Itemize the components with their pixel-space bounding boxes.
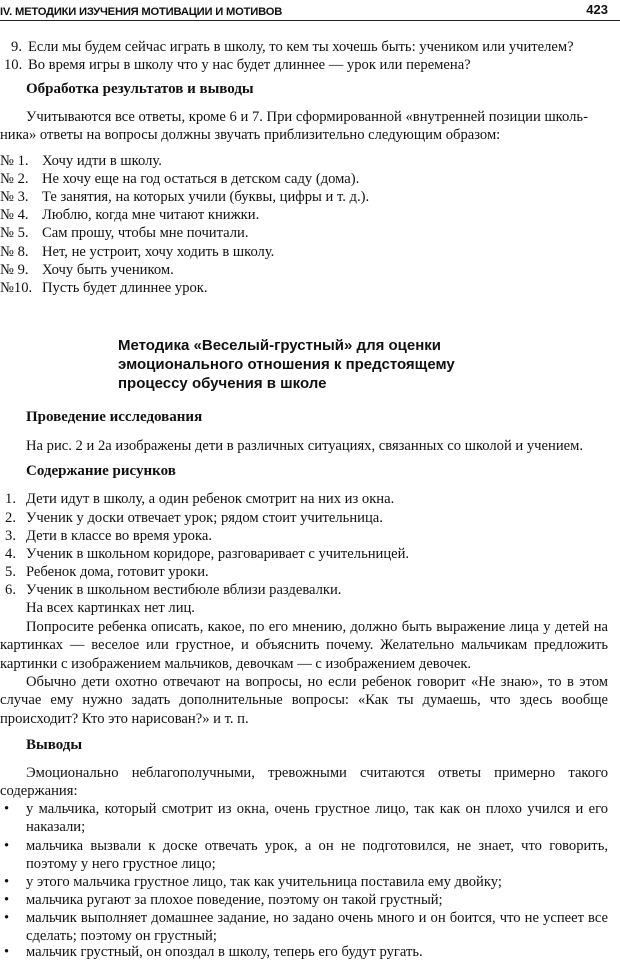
answer-text: Хочу идти в школу. [42, 153, 162, 169]
bullet-icon: • [4, 944, 10, 960]
bullet-text: мальчика ругают за плохое поведение, поэтому он такой грустный; [26, 892, 443, 908]
answer-text: Хочу быть учеником. [42, 262, 174, 278]
picture-number: 3. [5, 528, 16, 544]
answer-text: Люблю, когда мне читают книжки. [42, 207, 260, 223]
answer-text: Не хочу еще на год остаться в детском саду (дома). [42, 171, 360, 187]
picture-text: Ученик у доски отвечает урок; рядом стоит учительница. [26, 510, 383, 526]
bullet-icon: • [4, 838, 10, 854]
answer-text: Те занятия, на которых учили (буквы, цифры и т. д.). [42, 189, 370, 205]
bullet-text: мальчик грустный, он опоздал в школу, теперь его будут ругать. [26, 944, 423, 960]
answer-number: № 9. [0, 262, 29, 278]
picture-text: Дети идут в школу, а один ребенок смотрит на них из окна. [26, 491, 395, 507]
picture-number: 1. [5, 491, 16, 507]
method-title [118, 336, 498, 393]
processing-intro-line: Учитываются все ответы, кроме 6 и 7. При сформированной «внутренней позиции школь- [26, 109, 588, 125]
picture-text: Ученик в школьном коридоре, разговаривает с учительницей. [26, 546, 410, 562]
picture-item [0, 527, 600, 545]
bullet-icon: • [4, 874, 10, 890]
picture-text: Дети в классе во время урока. [26, 528, 212, 544]
answer-number: № 4. [0, 207, 29, 223]
section-heading-conduct: Проведение исследования [26, 409, 203, 425]
question-item [0, 38, 610, 56]
picture-item [0, 490, 600, 508]
picture-number: 2. [5, 510, 16, 526]
picture-number: 4. [5, 546, 16, 562]
picture-item [0, 545, 600, 563]
answer-item [0, 170, 600, 188]
section-heading-conclusions: Выводы [26, 737, 83, 753]
method-title-line: эмоционального отношения к предстоящему [118, 356, 455, 373]
answer-item [0, 152, 600, 170]
answer-item [0, 224, 600, 242]
page-number: 423 [586, 2, 608, 17]
answer-item [0, 188, 600, 206]
question-number: 9. [11, 39, 22, 55]
bullet-icon: • [4, 892, 10, 908]
picture-number: 6. [5, 582, 16, 598]
answer-number: № 1. [0, 153, 29, 169]
chapter-title: IV. МЕТОДИКИ ИЗУЧЕНИЯ МОТИВАЦИИ И МОТИВОВ [0, 6, 283, 18]
bullet-icon: • [4, 801, 10, 817]
instruction-paragraph: Попросите ребенка описать, какое, по его мнению, должно быть выражение лица у детей на картинках — веселое или грустное, и объяснить почему. Желательно мальчикам предложить картинки с изображением мальчиков, девочкам — с изображением девочек. [0, 619, 608, 672]
picture-item [0, 581, 600, 599]
section-heading-pictures: Содержание рисунков [26, 463, 176, 479]
running-header [0, 0, 620, 21]
picture-number: 5. [5, 564, 16, 580]
answer-number: № 8. [0, 244, 29, 260]
extra-questions-paragraph: Обычно дети охотно отвечают на вопросы, но если ребенок говорит «Не знаю», то в этом случае ему нужно задать дополнительные вопросы: «Как ты думаешь, что здесь вообще происходит? Кто это нарисован?» и т. п. [0, 674, 608, 727]
bullet-icon: • [4, 910, 10, 926]
no-faces-note: На всех картинках нет лиц. [26, 600, 195, 616]
answer-item [0, 243, 600, 261]
conduct-text: На рис. 2 и 2а изображены дети в различных ситуациях, связанных со школой и учением. [26, 438, 583, 454]
bullet-text: мальчика вызвали к доске отвечать урок, а он не подготовился, не знает, что говорить, поэтому у него грустное лицо; [26, 838, 608, 873]
answer-number: № 3. [0, 189, 29, 205]
picture-text: Ученик в школьном вестибюле вблизи раздевалки. [26, 582, 342, 598]
picture-text: Ребенок дома, готовит уроки. [26, 564, 209, 580]
answer-text: Нет, не устроит, хочу ходить в школу. [42, 244, 275, 260]
bullet-text: у этого мальчика грустное лицо, так как учительница поставила ему двойку; [26, 874, 502, 890]
answer-number: №10. [0, 280, 33, 296]
answer-number: № 5. [0, 225, 29, 241]
section-heading-processing: Обработка результатов и выводы [26, 81, 254, 97]
answer-item [0, 261, 600, 279]
question-item [0, 56, 610, 74]
answer-text: Сам прошу, чтобы мне почитали. [42, 225, 249, 241]
answer-number: № 2. [0, 171, 29, 187]
answer-item [0, 279, 600, 297]
question-text: Во время игры в школу что у нас будет длиннее — урок или перемена? [28, 57, 471, 73]
bullet-text: у мальчика, который смотрит из окна, очень грустное лицо, так как он плохо учился и его наказали; [26, 801, 608, 836]
picture-item [0, 563, 600, 581]
processing-intro-line: ника» ответы на вопросы должны звучать приблизительно следующим образом: [0, 127, 501, 143]
picture-item [0, 509, 600, 527]
conclusions-intro: Эмоционально неблагополучными, тревожными считаются ответы примерно такого содержания: [0, 765, 608, 800]
question-text: Если мы будем сейчас играть в школу, то кем ты хочешь быть: учеником или учителем? [28, 39, 574, 55]
method-title-line: процессу обучения в школе [118, 375, 327, 392]
answer-item [0, 206, 600, 224]
bullet-text: мальчик выполняет домашнее задание, но задано очень много и он боится, что не успеет все сделать; поэтому он грустный; [26, 910, 608, 945]
method-title-line: Методика «Веселый-грустный» для оценки [118, 337, 442, 354]
answer-text: Пусть будет длиннее урок. [42, 280, 208, 296]
question-number: 10. [4, 57, 23, 73]
